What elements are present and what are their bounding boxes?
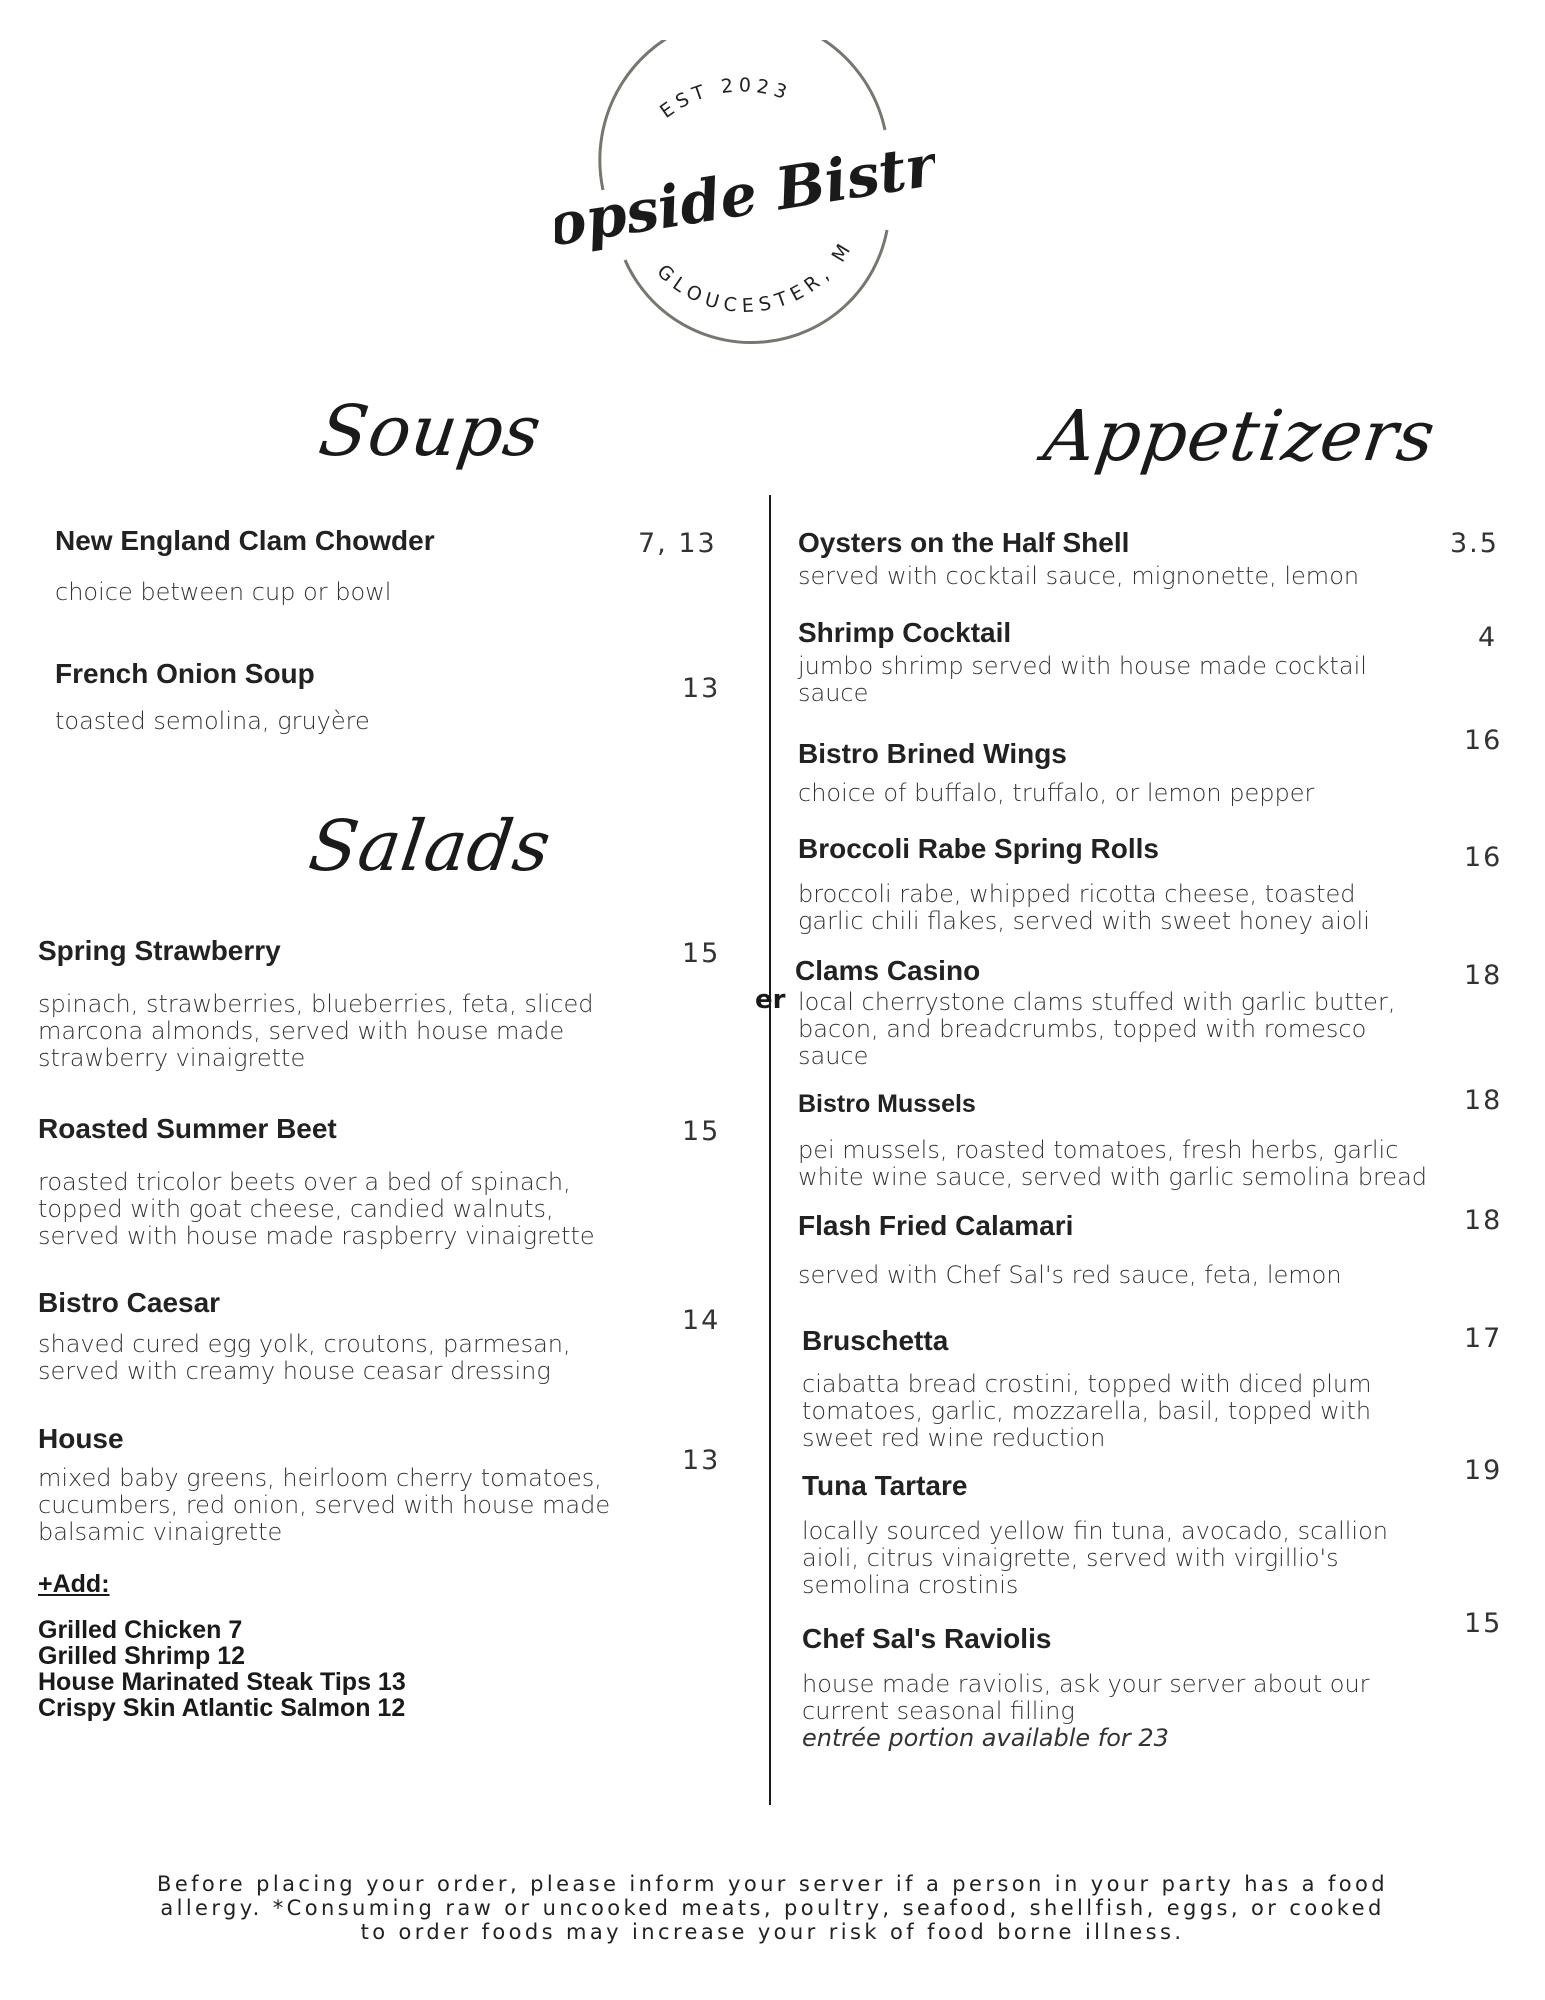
menu-item [38, 935, 593, 1072]
item-price: 15 [1464, 1608, 1503, 1639]
item-name: Spring Strawberry [38, 935, 281, 966]
item-price: 3.5 [1450, 528, 1499, 559]
item-price: 18 [1464, 960, 1503, 991]
addon-item: Grilled Chicken 7 [38, 1616, 243, 1644]
item-price: 16 [1464, 842, 1503, 873]
addon-item: House Marinated Steak Tips 13 [38, 1668, 406, 1696]
item-description: broccoli rabe, whipped ricotta cheese, toasted garlic chili flakes, served with sweet honey aioli [798, 880, 1370, 935]
item-price: 16 [1464, 725, 1503, 756]
item-name: Shrimp Cocktail [798, 617, 1012, 648]
item-description: ciabatta bread crostini, topped with diced plum tomatoes, garlic, mozzarella, basil, topped with sweet red wine reduction [802, 1370, 1372, 1452]
menu-item [38, 1423, 610, 1546]
menu-item [802, 1470, 1388, 1599]
soups-heading: Soups [314, 390, 547, 472]
item-price: 18 [1464, 1205, 1503, 1236]
item-description: local cherrystone clams stuffed with garlic butter, bacon, and breadcrumbs, topped with romesco sauce [798, 988, 1396, 1070]
item-description: spinach, strawberries, blueberries, feta, sliced marcona almonds, served with house made strawberry vinaigrette [38, 990, 594, 1072]
column-divider [769, 495, 771, 1805]
menu-item [798, 1210, 1342, 1289]
item-description: served with Chef Sal's red sauce, feta, lemon [798, 1261, 1342, 1289]
item-description: house made raviolis, ask your server about our current seasonal filling [802, 1670, 1370, 1725]
menu-item [798, 527, 1359, 590]
menu-item [55, 525, 435, 606]
stray-text: er [755, 985, 786, 1015]
menu-item [798, 833, 1370, 935]
item-price: 4 [1478, 622, 1498, 653]
item-price: 13 [682, 1445, 721, 1476]
menu-item [802, 1623, 1370, 1752]
item-name: Flash Fried Calamari [798, 1210, 1074, 1241]
item-name: Bistro Caesar [38, 1287, 221, 1318]
menu-item [55, 658, 370, 735]
item-description: choice of buffalo, truffalo, or lemon pepper [798, 779, 1315, 807]
addon-item: Crispy Skin Atlantic Salmon 12 [38, 1694, 406, 1722]
item-name: Bruschetta [802, 1325, 949, 1356]
item-name: French Onion Soup [55, 658, 315, 689]
item-description: locally sourced yellow fin tuna, avocado, scallion aioli, citrus vinaigrette, served with virgillio's semolina crostinis [802, 1517, 1388, 1599]
item-name: Bistro Mussels [798, 1090, 976, 1118]
item-price: 18 [1464, 1085, 1503, 1116]
menu-item [798, 738, 1314, 807]
menu-item [798, 1090, 1427, 1191]
salads-heading: Salads [304, 805, 557, 887]
item-description: shaved cured egg yolk, croutons, parmesan, served with creamy house ceasar dressing [38, 1330, 571, 1385]
item-description: choice between cup or bowl [55, 578, 392, 606]
item-price: 7, 13 [638, 528, 717, 559]
item-description: jumbo shrimp served with house made cocktail sauce [798, 652, 1367, 707]
item-price: 14 [682, 1305, 721, 1336]
item-price: 17 [1464, 1323, 1503, 1354]
item-name: Oysters on the Half Shell [798, 527, 1130, 558]
addon-item: Grilled Shrimp 12 [38, 1642, 246, 1670]
item-name: New England Clam Chowder [55, 525, 435, 556]
menu-item [38, 1287, 571, 1385]
item-name: Roasted Summer Beet [38, 1113, 337, 1144]
addons-label: +Add: [38, 1570, 110, 1598]
menu-item [802, 1325, 1371, 1452]
allergy-disclaimer: Before placing your order, please inform your server if a person in your party has a food allergy. *Consuming raw or uncooked meats, poultry, seafood, shellfish, eggs, or cooked to order foods may increase your risk of food borne illness. [157, 1872, 1388, 1944]
menu-item [795, 955, 1395, 1070]
item-name: Tuna Tartare [802, 1470, 968, 1501]
item-description: served with cocktail sauce, mignonette, lemon [798, 562, 1360, 590]
item-name: Chef Sal's Raviolis [802, 1623, 1052, 1654]
menu-item [798, 617, 1367, 707]
appetizers-heading: Appetizers [1039, 395, 1441, 477]
item-name: Clams Casino [795, 955, 981, 986]
item-description: pei mussels, roasted tomatoes, fresh herbs, garlic white wine sauce, served with garlic semolina bread [798, 1136, 1428, 1191]
item-name: House [38, 1423, 124, 1454]
item-price: 13 [682, 673, 721, 704]
item-price: 15 [682, 1116, 721, 1147]
logo-est-text: EST 2023 [655, 74, 795, 123]
menu-item [38, 1113, 595, 1250]
item-price: 19 [1464, 1455, 1503, 1486]
restaurant-logo [555, 40, 935, 350]
item-name: Broccoli Rabe Spring Rolls [798, 833, 1159, 864]
item-description: mixed baby greens, heirloom cherry tomatoes, cucumbers, red onion, served with house made balsamic vinaigrette [38, 1464, 611, 1546]
logo-location-text: GLOUCESTER, M [652, 235, 858, 318]
item-note: entrée portion available for 23 [802, 1724, 1169, 1752]
item-name: Bistro Brined Wings [798, 738, 1067, 769]
item-price: 15 [682, 938, 721, 969]
logo-name: Topside Bistro [555, 125, 935, 266]
addons-list [38, 1617, 406, 1721]
item-description: roasted tricolor beets over a bed of spinach, topped with goat cheese, candied walnuts, served with house made raspberry vinaigrette [38, 1168, 595, 1250]
item-description: toasted semolina, gruyère [55, 707, 370, 735]
